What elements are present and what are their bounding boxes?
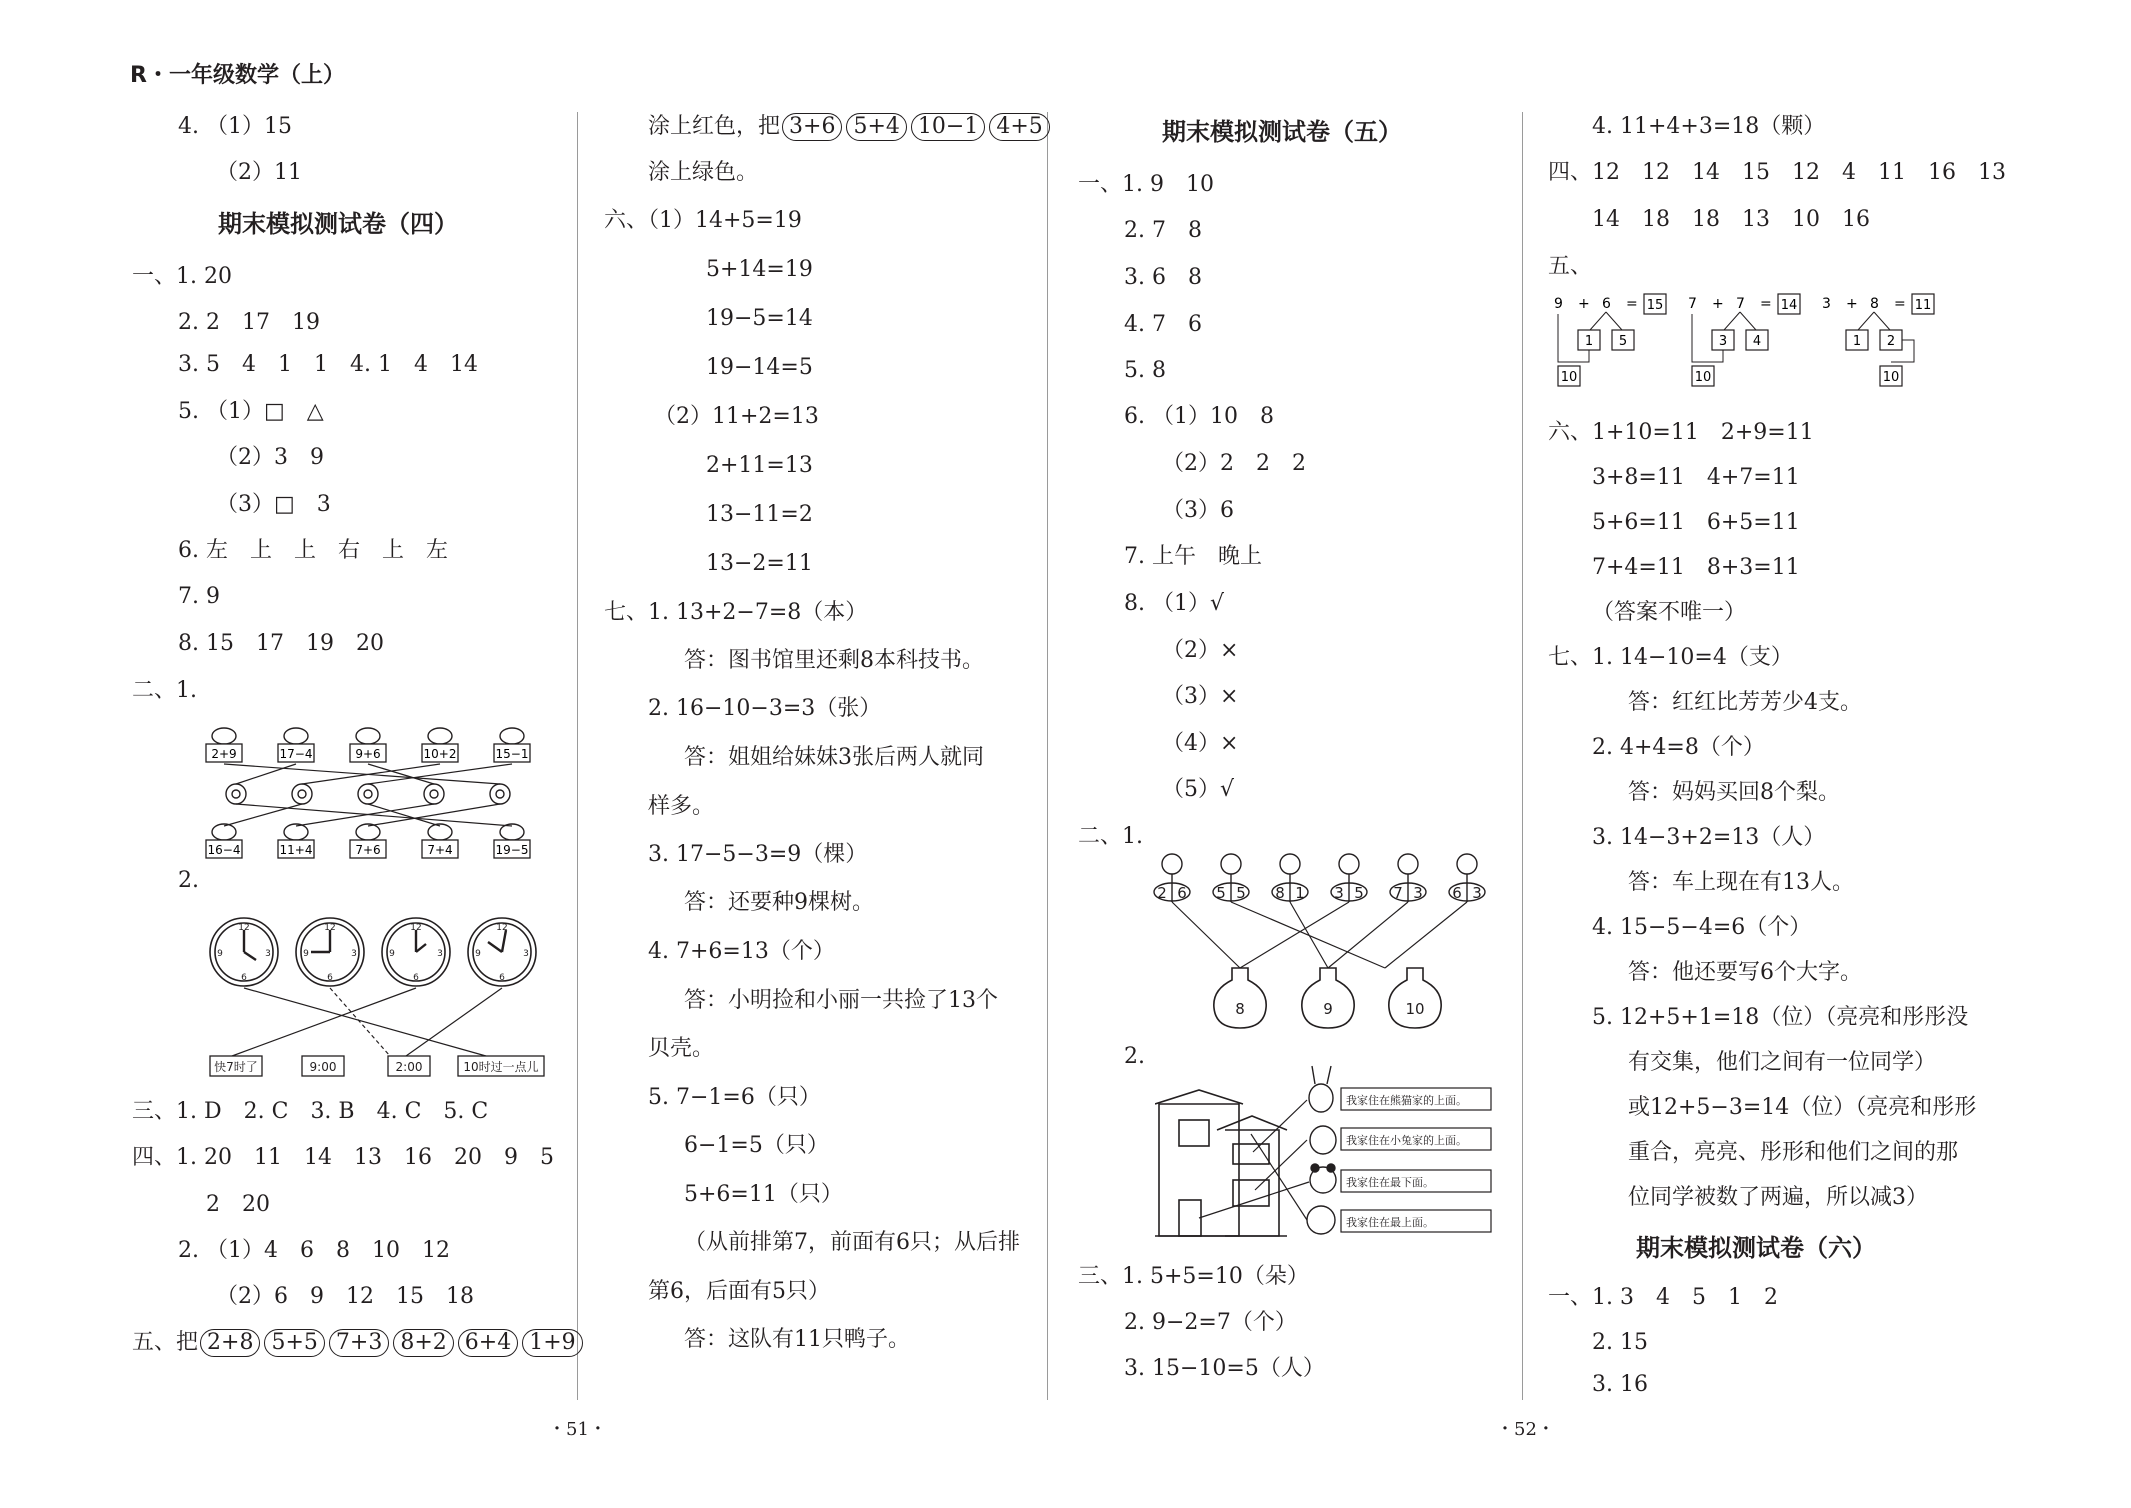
make-ten-diagrams — [1550, 290, 1970, 400]
bear-icon — [1307, 1206, 1335, 1234]
circled-expression: 5+4 — [846, 113, 906, 141]
answer-line: 5. 7−1=6（只） — [648, 1085, 821, 1110]
svg-text:=: = — [1894, 296, 1906, 312]
bee-label: 16−4 — [207, 843, 241, 857]
svg-text:11: 11 — [1914, 298, 1932, 313]
flower-number: 3 — [1334, 884, 1344, 902]
bee-label: 11+4 — [279, 843, 313, 857]
answer-line: 4. 15−5−4=6（个） — [1592, 915, 1812, 940]
svg-text:2: 2 — [1886, 334, 1896, 349]
bee-label: 19−5 — [495, 843, 529, 857]
animal-icons — [1307, 1066, 1336, 1234]
rabbit-icon — [1309, 1084, 1333, 1112]
answer-line: 二、1. — [1078, 824, 1143, 849]
answer-line: 5. 12+5+1=18（位）（亮亮和彤彤没 — [1592, 1005, 1969, 1030]
answer-line: 位同学被数了两遍，所以减3） — [1628, 1185, 1928, 1210]
clock-matching-figure — [206, 912, 546, 1080]
answer-line: 七、1. 14−10=4（支） — [1548, 645, 1793, 670]
answer-line: 8. 15 17 19 20 — [178, 631, 384, 656]
vase-number: 10 — [1405, 1000, 1425, 1018]
answer-line: 四、1. 20 11 14 13 16 20 9 5 — [132, 1145, 554, 1170]
page-number-left: ・51・ — [548, 1419, 607, 1440]
svg-text:9: 9 — [217, 949, 223, 959]
answer-line: （3）× — [1162, 684, 1239, 709]
answer-line: 3. 15−10=5（人） — [1124, 1356, 1325, 1381]
flower-number: 7 — [1393, 884, 1403, 902]
speech-sign: 我家住在熊猫家的上面。 — [1346, 1094, 1467, 1107]
flower-number: 1 — [1295, 884, 1305, 902]
section-title: 期末模拟测试卷（五） — [1162, 118, 1402, 146]
clock-label: 9:00 — [309, 1060, 337, 1074]
svg-text:12: 12 — [496, 923, 508, 933]
make-ten-diagram — [1822, 294, 1934, 386]
svg-text:1: 1 — [1584, 334, 1594, 349]
svg-text:8: 8 — [1870, 296, 1879, 312]
answer-line: （2）× — [1162, 638, 1239, 663]
building-animals-figure — [1155, 1060, 1495, 1240]
svg-text:12: 12 — [324, 923, 336, 933]
answer-line: （2）2 2 2 — [1162, 451, 1306, 476]
answer-line: 13−2=11 — [706, 551, 813, 576]
answer-line: （3）6 — [1162, 498, 1234, 523]
circled-expression: 7+3 — [329, 1329, 389, 1357]
answer-line: 19−5=14 — [706, 306, 813, 331]
answer-line: 一、1. 9 10 — [1078, 172, 1214, 197]
answer-line: 3. 16 — [1592, 1372, 1648, 1397]
cat-icon — [1310, 1126, 1336, 1154]
answer-line: 7+4=11 8+3=11 — [1592, 555, 1800, 580]
answer-line: 3. 14−3+2=13（人） — [1592, 825, 1826, 850]
svg-text:6: 6 — [413, 973, 419, 983]
answer-line: 7. 上午 晚上 — [1124, 544, 1262, 569]
bee-label: 2+9 — [211, 747, 237, 761]
answer-line: 3. 6 8 — [1124, 265, 1202, 290]
answer-line: 2. — [1124, 1044, 1145, 1069]
flower-number: 6 — [1452, 884, 1462, 902]
answer-line — [132, 1328, 585, 1358]
circled-expression: 6+4 — [458, 1329, 518, 1357]
answer-line: 5+14=19 — [706, 257, 813, 282]
answer-line: 三、1. D 2. C 3. B 4. C 5. C — [132, 1099, 489, 1124]
answer-line: 2. — [178, 868, 199, 893]
flower-number: 3 — [1413, 884, 1423, 902]
answer-line: （3）□ 3 — [216, 492, 331, 517]
svg-text:3: 3 — [1718, 334, 1728, 349]
answer-line: 2. 16−10−3=3（张） — [648, 696, 882, 721]
answer-line: 一、1. 3 4 5 1 2 — [1548, 1285, 1778, 1310]
answer-line: 或12+5−3=14（位）（亮亮和彤形 — [1628, 1095, 1977, 1120]
bees-top — [206, 728, 530, 762]
circled-expression: 5+5 — [264, 1329, 324, 1357]
answer-line: 2. 4+4=8（个） — [1592, 735, 1765, 760]
section-title: 期末模拟测试卷（六） — [1636, 1234, 1876, 1262]
answer-line: 6. （1）10 8 — [1124, 404, 1274, 429]
answer-line: 14 18 18 13 10 16 — [1592, 207, 1870, 232]
answer-line: （2）11 — [216, 160, 302, 185]
answer-line: 六、（1）14+5=19 — [604, 208, 802, 233]
svg-text:9: 9 — [303, 949, 309, 959]
answer-line: 2. 7 8 — [1124, 218, 1202, 243]
answer-line: 2. 2 17 19 — [178, 310, 320, 335]
answer-line: 4. （1）15 — [178, 114, 292, 139]
answer-line: 答：红红比芳芳少4支。 — [1628, 690, 1862, 715]
svg-text:7: 7 — [1736, 296, 1745, 312]
answer-line: 6−1=5（只） — [684, 1133, 829, 1158]
answer-line: （从前排第7，前面有6只；从后排 — [684, 1230, 1020, 1255]
svg-text:3: 3 — [351, 949, 357, 959]
answer-line: 三、1. 5+5=10（朵） — [1078, 1264, 1309, 1289]
svg-text:7: 7 — [1688, 296, 1697, 312]
clock-label: 2:00 — [395, 1060, 423, 1074]
answer-line: 贝壳。 — [648, 1036, 715, 1061]
bee-label: 15−1 — [495, 747, 529, 761]
svg-text:12: 12 — [410, 923, 422, 933]
answer-line: 5. （1）□ △ — [178, 399, 324, 424]
answer-line — [648, 112, 1052, 142]
answer-line: 五、 — [1548, 254, 1593, 279]
svg-text:6: 6 — [1602, 296, 1611, 312]
answer-line: 6. 左 上 上 右 上 左 — [178, 538, 448, 563]
speech-sign: 我家住在最上面。 — [1346, 1216, 1434, 1229]
answer-line: 5+6=11 6+5=11 — [1592, 510, 1800, 535]
answer-line: 有交集，他们之间有一位同学） — [1628, 1050, 1937, 1075]
svg-text:9: 9 — [1554, 296, 1563, 312]
answer-line: 答：车上现在有13人。 — [1628, 870, 1854, 895]
svg-text:3: 3 — [523, 949, 529, 959]
answer-line: 3. 5 4 1 1 4. 1 4 14 — [178, 352, 478, 377]
flower-number: 5 — [1236, 884, 1246, 902]
svg-text:15: 15 — [1646, 298, 1664, 313]
bee-label: 7+6 — [355, 843, 381, 857]
bee-flower-matching-figure — [200, 722, 550, 864]
svg-text:14: 14 — [1780, 298, 1798, 313]
answer-line: 5. 8 — [1124, 358, 1166, 383]
flower-number: 8 — [1275, 884, 1285, 902]
column-divider-2 — [1047, 112, 1048, 1400]
circled-expression: 8+2 — [393, 1329, 453, 1357]
page-header: R・一年级数学（上） — [130, 63, 345, 88]
answer-line: （5）√ — [1162, 777, 1235, 802]
svg-text:6: 6 — [327, 973, 333, 983]
bee-label: 17−4 — [279, 747, 313, 761]
answer-line: 第6，后面有5只） — [648, 1279, 830, 1304]
vase-number: 9 — [1323, 1000, 1333, 1018]
answer-line: 2+11=13 — [706, 453, 813, 478]
page-number-right: ・52・ — [1496, 1419, 1555, 1440]
flower-number: 5 — [1216, 884, 1226, 902]
answer-line: 2. 9−2=7（个） — [1124, 1310, 1297, 1335]
answer-line: 涂上绿色。 — [648, 160, 759, 185]
answer-line: 8. （1）√ — [1124, 591, 1224, 616]
answer-line: 答：小明捡和小丽一共捡了13个 — [684, 988, 998, 1013]
answer-line: （4）× — [1162, 731, 1239, 756]
svg-text:9: 9 — [475, 949, 481, 959]
section-title: 期末模拟测试卷（四） — [218, 210, 458, 238]
svg-text:1: 1 — [1852, 334, 1862, 349]
clock-label: 10时过一点儿 — [463, 1060, 539, 1074]
answer-line: 答：姐姐给妹妹3张后两人就同 — [684, 745, 984, 770]
circled-expression: 2+8 — [200, 1329, 260, 1357]
answer-prefix: 涂上红色，把 — [648, 114, 781, 139]
answer-line: 7. 9 — [178, 584, 220, 609]
answer-line: （2）6 9 12 15 18 — [216, 1284, 474, 1309]
svg-text:3: 3 — [265, 949, 271, 959]
svg-text:=: = — [1760, 296, 1772, 312]
answer-line: 四、12 12 14 15 12 4 11 16 13 — [1548, 160, 2006, 185]
make-ten-diagram — [1554, 294, 1666, 386]
flowers-row — [226, 784, 510, 804]
circled-expression: 3+6 — [782, 113, 842, 141]
answer-line: （答案不唯一） — [1592, 600, 1747, 625]
svg-text:6: 6 — [241, 973, 247, 983]
answer-line: 2 20 — [206, 1192, 270, 1217]
answer-line: 19−14=5 — [706, 355, 813, 380]
answer-line: （2）11+2=13 — [654, 404, 819, 429]
circled-expression: 4+5 — [989, 113, 1049, 141]
svg-text:5: 5 — [1618, 334, 1628, 349]
answer-line: 4. 7+6=13（个） — [648, 939, 835, 964]
answer-line: 答：还要种9棵树。 — [684, 890, 874, 915]
answer-prefix: 五、把 — [132, 1330, 199, 1355]
clock-label: 快7时了 — [214, 1060, 258, 1074]
flower-vase-lines — [1172, 902, 1467, 968]
flower-number: 3 — [1472, 884, 1482, 902]
answer-line: 重合，亮亮、彤形和他们之间的那 — [1628, 1140, 1959, 1165]
answer-line: 七、1. 13+2−7=8（本） — [604, 600, 868, 625]
speech-sign: 我家住在小兔家的上面。 — [1346, 1134, 1467, 1147]
svg-text:9: 9 — [389, 949, 395, 959]
svg-text:3: 3 — [1822, 296, 1831, 312]
svg-text:10: 10 — [1560, 370, 1578, 385]
answer-line: 六、1+10=11 2+9=11 — [1548, 420, 1814, 445]
animal-match-lines — [1199, 1100, 1309, 1220]
svg-text:10: 10 — [1882, 370, 1900, 385]
clock-match-lines — [232, 988, 502, 1056]
answer-line: 3. 17−5−3=9（棵） — [648, 842, 868, 867]
svg-text:=: = — [1626, 296, 1638, 312]
answer-line: 答：妈妈买回8个梨。 — [1628, 780, 1840, 805]
answer-line: 答：他还要写6个大字。 — [1628, 960, 1862, 985]
column-divider-3 — [1522, 112, 1523, 1400]
bee-label: 9+6 — [355, 747, 381, 761]
vase-number: 8 — [1235, 1000, 1245, 1018]
svg-text:4: 4 — [1752, 334, 1762, 349]
answer-line: 4. 7 6 — [1124, 312, 1202, 337]
answer-line: 3+8=11 4+7=11 — [1592, 465, 1800, 490]
answer-line: 答：这队有11只鸭子。 — [684, 1327, 910, 1352]
column-divider-1 — [577, 112, 578, 1400]
answer-line: 样多。 — [648, 794, 715, 819]
svg-text:12: 12 — [238, 923, 250, 933]
answer-line: 5+6=11（只） — [684, 1182, 843, 1207]
svg-text:+: + — [1712, 296, 1724, 312]
flower-number: 5 — [1354, 884, 1364, 902]
answer-line: 13−11=2 — [706, 502, 813, 527]
answer-line: 二、1. — [132, 678, 197, 703]
flower-vase-figure — [1148, 850, 1488, 1030]
bee-label: 7+4 — [427, 843, 453, 857]
svg-text:6: 6 — [499, 973, 505, 983]
flower-number: 6 — [1177, 884, 1187, 902]
make-ten-diagram — [1688, 294, 1800, 386]
answer-line: 4. 11+4+3=18（颗） — [1592, 114, 1826, 139]
answer-line: 一、1. 20 — [132, 264, 232, 289]
answer-line: 答：图书馆里还剩8本科技书。 — [684, 648, 984, 673]
svg-text:+: + — [1846, 296, 1858, 312]
speech-sign: 我家住在最下面。 — [1346, 1176, 1434, 1189]
answer-line: 2. （1）4 6 8 10 12 — [178, 1238, 450, 1263]
bee-label: 10+2 — [423, 747, 457, 761]
circled-expression: 1+9 — [522, 1329, 582, 1357]
bees-bottom — [206, 824, 530, 858]
answer-line: （2）3 9 — [216, 445, 324, 470]
circled-expression: 10−1 — [911, 113, 985, 141]
flower-number: 2 — [1157, 884, 1167, 902]
svg-text:10: 10 — [1694, 370, 1712, 385]
svg-text:3: 3 — [437, 949, 443, 959]
svg-text:+: + — [1578, 296, 1590, 312]
matching-lines — [224, 764, 512, 826]
answer-line: 2. 15 — [1592, 1330, 1648, 1355]
